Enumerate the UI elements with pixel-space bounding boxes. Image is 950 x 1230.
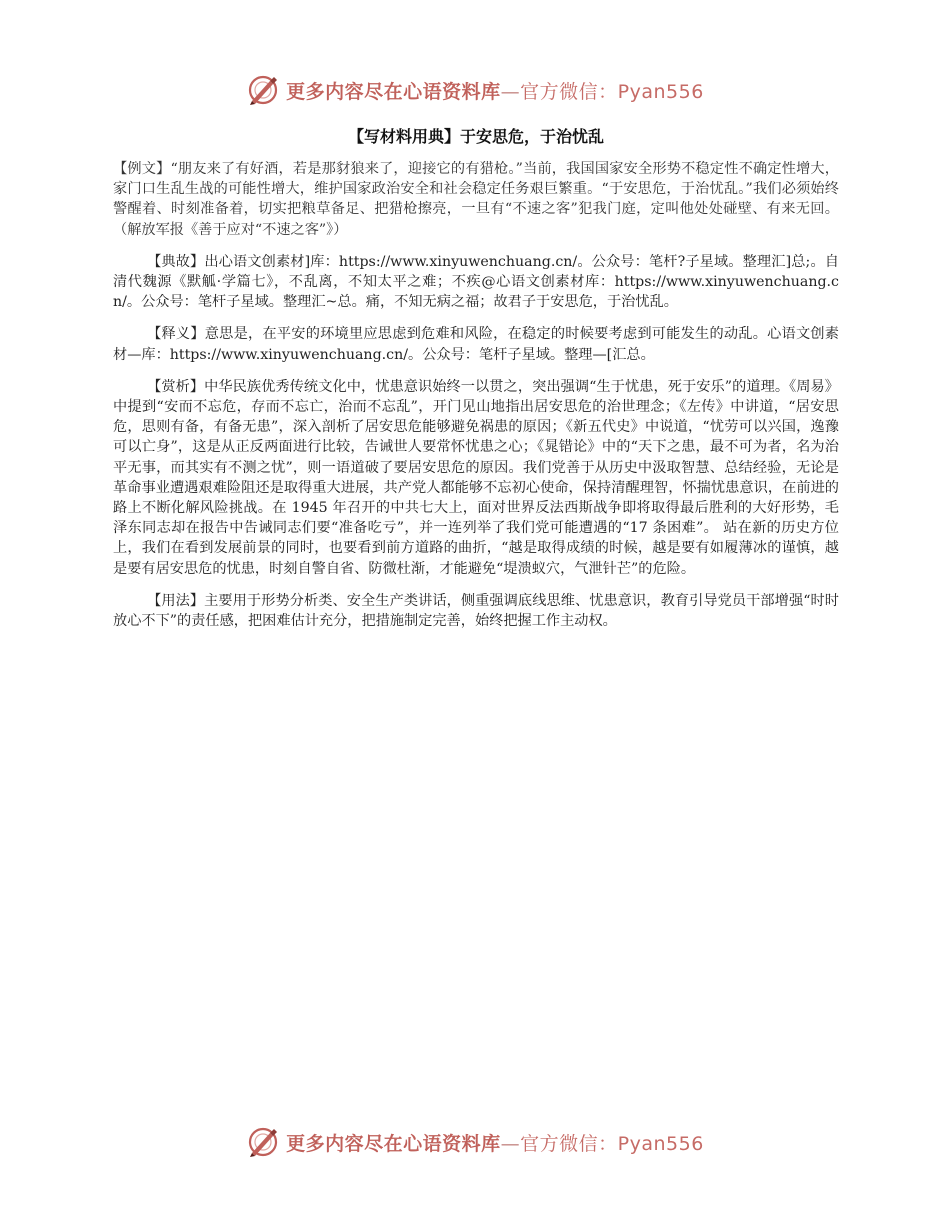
meaning-tag: 【释义】 [147, 326, 205, 343]
footer-banner-inner [246, 1125, 704, 1159]
pen-logo-icon [246, 73, 280, 107]
analysis-paragraph [113, 377, 839, 579]
banner-wechat-text: 官方微信：Pyan556 [520, 80, 704, 103]
allusion-paragraph [113, 252, 839, 313]
document-body [113, 125, 839, 643]
meaning-text: 意思是，在平安的环境里应思虑到危难和风险，在稳定的时候要考虑到可能发生的动乱。心语文创素材—库：https://www.xinyuwenchuang.cn/。公众号：笔杆子星域。整理—[汇总。 [113, 326, 839, 363]
footer-banner [0, 1122, 950, 1162]
analysis-tag: 【赏析】 [147, 378, 205, 395]
footer-wechat-text: 官方微信：Pyan556 [520, 1132, 704, 1155]
header-banner [0, 70, 950, 110]
analysis-text: 中华民族优秀传统文化中，忧患意识始终一以贯之，突出强调“生于忧患，死于安乐”的道理。《周易》中提到“安而不忘危，存而不忘亡，治而不忘乱”，开门见山地指出居安思危的治世理念；《左传》中讲道，“居安思危，思则有备，有备无患”，深入剖析了居安思危能够避免祸患的原因；《新五代史》中说道，“忧劳可以兴国，逸豫可以亡身”，这是从正反两面进行比较，告诫世人要常怀忧患之心；《晁错论》中的“天下之患，最不可为者，名为治平无事，而其实有不测之忧”，则一语道破了要居安思危的原因。我们党善于从历史中汲取智慧、总结经验，无论是革命事业遭遇艰难险阻还是取得重大进展，共产党人都能够不忘初心使命，保持清醒理智，怀揣忧患意识，在前进的路上不断化解风险挑战。在 1945 年召开的中共七大上，面对世界反法西斯战争即将取得最后胜利的大好形势，毛泽东同志却在报告中告诫同志们要“准备吃亏”，并一连列举了我们党可能遭遇的“17 条困难”。 站在新的历史方位上，我们在看到发展前景的同时，也要看到前方道路的曲折，“越是取得成绩的时候，越是要有如履薄冰的谨慎，越是要有居安思危的忧患，时刻自警自省、防微杜渐，才能避免“堤溃蚁穴，气泄针芒”的危险。 [113, 378, 839, 577]
header-banner-text [286, 77, 704, 104]
header-banner-inner [246, 73, 704, 107]
banner-main-text: 更多内容尽在心语资料库 [286, 80, 501, 103]
allusion-text: 出心语文创素材]库：https://www.xinyuwenchuang.cn/。公众号：笔杆?子星域。整理汇]总;。自清代魏源《默觚·学篇七》，不乱离，不知太平之难；不疾@心语文创素材库：https://www.xinyuwenchuang.cn/。公众号：笔杆子星域。整理汇~总。痛，不知无病之福；故君子于安思危，于治忧乱。 [113, 253, 839, 311]
example-tag: 【例文】 [113, 161, 171, 177]
banner-dash: — [500, 80, 521, 103]
example-text: “朋友来了有好酒，若是那豺狼来了，迎接它的有猎枪。”当前，我国国家安全形势不稳定性不确定性增大，家门口生乱生战的可能性增大，维护国家政治安全和社会稳定任务艰巨繁重。“于安思危，于治忧乱。”我们必须始终警醒着、时刻准备着，切实把粮草备足、把猎枪擦亮，一旦有“不速之客”犯我门庭，定叫他处处碰壁、有来无回。（解放军报《善于应对“不速之客”》） [113, 161, 839, 238]
pen-logo-icon [246, 1125, 280, 1159]
footer-main-text: 更多内容尽在心语资料库 [286, 1132, 501, 1155]
usage-text: 主要用于形势分析类、安全生产类讲话，侧重强调底线思维、忧患意识，教育引导党员干部增强“时时放心不下”的责任感，把困难估计充分，把措施制定完善，始终把握工作主动权。 [113, 592, 839, 630]
page-title: 【写材料用典】于安思危，于治忧乱 [347, 127, 604, 146]
meaning-paragraph [113, 324, 839, 364]
example-paragraph [113, 159, 839, 240]
usage-paragraph [113, 591, 839, 631]
footer-dash: — [500, 1132, 521, 1155]
allusion-tag: 【典故】 [147, 253, 205, 270]
footer-banner-text [286, 1129, 704, 1156]
usage-tag: 【用法】 [147, 592, 205, 609]
